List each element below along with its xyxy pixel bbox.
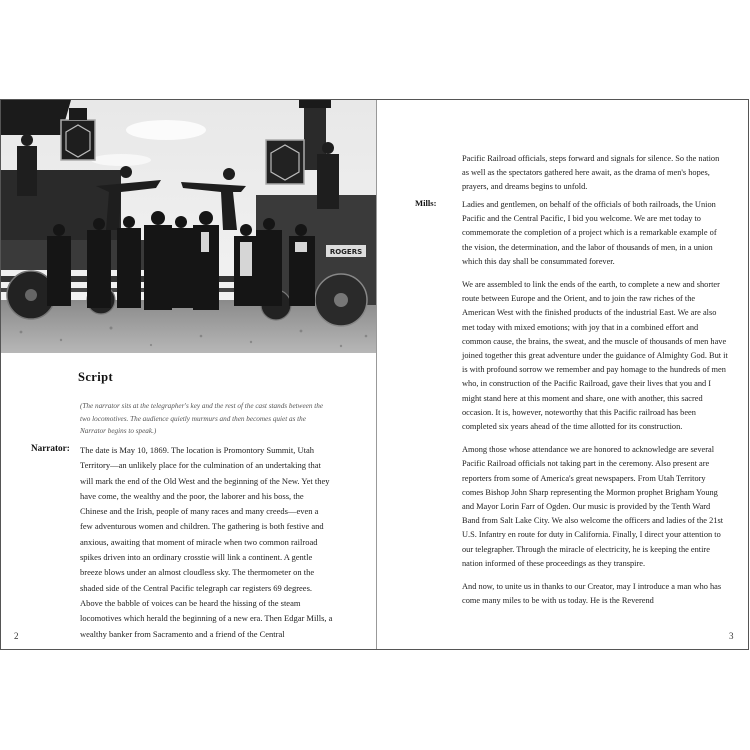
speaker-label-mills: Mills: [415,198,437,208]
speech-paragraph: And now, to unite us in thanks to our Creator, may I introduce a man who has come many miles to be with us today. He is the Reverend [462,582,722,606]
right-intro-text [462,152,728,204]
intro-paragraph: Pacific Railroad officials, steps forward and signals for silence. So the nation as well as the spectators gathered here await, as the drama of men's hopes, prayers, and dreams begins to unfold. [462,154,720,192]
historical-photo [1,100,376,353]
locomotive-name-plate: ROGERS [329,248,363,256]
mills-speech [462,198,728,617]
speech-paragraph: Ladies and gentlemen, on behalf of the officials of both railroads, the Union Pacific and the Central Pacific, I bid you welcome. We are met today to commemorate the completion of a project which is a remarkable example of the vision, the determination, and the labor of thousands of men, in a union which this day shall be consummated forever. [462,200,717,266]
stage-direction: (The narrator sits at the telegrapher's key and the rest of the cast stands between the two locomotives. The audience quietly murmurs and then becomes quiet as the Narrator begins to speak.) [80,402,324,436]
script-heading: Script [78,370,114,384]
page-number-left: 2 [14,631,19,641]
speech-paragraph: We are assembled to link the ends of the earth, to complete a new and shorter route between Europe and the Orient, and to join the raw riches of the American West with the finished products of the industrial East. We are also met today with mixed emotions; with joy that in a combined effort and common cause, the brains, the sweat, and the muscle of thousands of men have joined together this great adventure under the guidance of Almighty God. But it is with profound sorrow we remember and pay homage to the hundreds of men who, in construction of the Pacific Railroad, gave their lives that you and I might stand here at this moment and share, one with another, this sacred occasion. It is, however, noteworthy that this Pacific railroad has been completed six years ahead of the time allotted for its construction. [462,280,728,432]
book-spread [0,99,749,650]
speaker-label-narrator: Narrator: [31,443,70,453]
page-number-right: 3 [729,631,734,641]
narrator-paragraph: The date is May 10, 1869. The location is Promontory Summit, Utah Territory—an unlikely place for the culmination of an undertaking that will mark the end of the Old West and the beginning of the New. Yet they have come, the wealthy and the poor, the laborer and his boss, the Chinese and the Irish, people of many races and many creeds—even a few adventurous women and children. The gathering is both festive and anxious, awaiting that moment of miracle when two common railroad spikes driven into an ordinary crosstie will link a continent. A gentle breeze blows under an almost cloudless sky. The thermometer on the shaded side of the Central Pacific telegraph car registers 69 degrees. Above the babble of voices can be heard the hissing of the steam locomotives which herald the beginning of a new era. Then Edgar Mills, a wealthy banker from Sacramento and a friend of the Central [80,445,333,639]
page-gutter [376,100,377,649]
speech-paragraph: Among those whose attendance we are honored to acknowledge are several Pacific Railroad officials not taking part in the ceremony. Also present are reporters from some of America's great newspapers. From Utah Territory comes Bishop John Sharp representing the Mormon prophet Brigham Young and Mayor Lorin Farr of Ogden. Our music is provided by the Tenth Ward Band from Salt Lake City. We also welcome the officers and ladies of the 21st U.S. Infantry en route for duty in California. Finally, I direct your attention to our telegrapher. Through the miracle of electricity, he is keeping the entire nation informed of these proceedings as they transpire. [462,445,724,568]
